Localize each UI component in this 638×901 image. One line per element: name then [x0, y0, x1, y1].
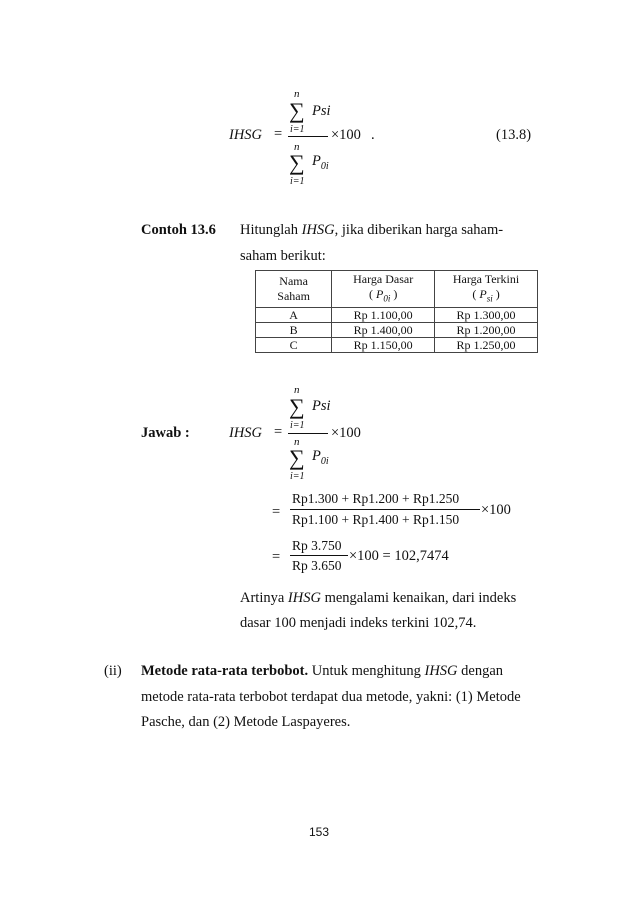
- cell-name: A: [256, 308, 332, 323]
- sum-upper-limit: n: [294, 436, 300, 448]
- section-ii-line-1: [141, 663, 533, 680]
- example-label: Contoh 13.6: [141, 222, 216, 238]
- equals-sign: =: [274, 126, 283, 142]
- times-hundred: ×100: [331, 425, 361, 441]
- sum-upper-limit: n: [294, 141, 300, 153]
- fraction-bar: [288, 136, 328, 137]
- sigma-icon: ∑: [289, 445, 305, 470]
- sigma-icon: ∑: [289, 98, 305, 123]
- section-ii-line-3: Pasche, dan (2) Metode Laspayeres.: [141, 714, 351, 730]
- step2-denominator: Rp 3.650: [292, 558, 342, 573]
- cell-harga-dasar: Rp 1.150,00: [332, 338, 435, 353]
- section-ihsg: IHSG: [424, 663, 458, 679]
- sum-lower-limit: i=1: [290, 420, 305, 431]
- formula-lhs: IHSG: [229, 425, 263, 441]
- example-text: , jika diberikan harga saham-: [334, 222, 504, 238]
- table-row: [256, 338, 538, 353]
- section-marker: (ii): [104, 663, 122, 679]
- cell-harga-terkini: Rp 1.300,00: [435, 308, 538, 323]
- numerator: Psi: [312, 103, 331, 119]
- fraction-bar: [288, 433, 328, 434]
- sum-lower-limit: i=1: [290, 124, 305, 135]
- conclusion-line-1: [240, 590, 532, 607]
- period: .: [371, 127, 375, 143]
- formula-lhs: IHSG: [229, 127, 263, 143]
- sum-upper-limit: n: [294, 384, 300, 396]
- step1-equals: =: [272, 504, 281, 520]
- step1-numerator: Rp1.300 + Rp1.200 + Rp1.250: [292, 491, 460, 506]
- sum-lower-limit: i=1: [290, 471, 305, 482]
- page-number: 153: [309, 825, 330, 839]
- table-row: [256, 308, 538, 323]
- sigma-icon: ∑: [289, 150, 305, 175]
- example-text: Hitunglah: [240, 222, 302, 238]
- sum-upper-limit: n: [294, 88, 300, 100]
- cell-harga-terkini: Rp 1.250,00: [435, 338, 538, 353]
- section-text: dengan: [457, 663, 504, 679]
- section-ii-line-2: metode rata-rata terbobot terdapat dua metode, yakni: (1) Metode: [141, 689, 521, 705]
- sum-lower-limit: i=1: [290, 176, 305, 187]
- answer-label: Jawab :: [141, 425, 190, 441]
- step2-result: ×100 = 102,7474: [349, 548, 449, 564]
- equation-label: (13.8): [496, 127, 532, 143]
- times-hundred: ×100: [331, 127, 361, 143]
- example-line-2: saham berikut:: [240, 248, 326, 264]
- fraction-bar: [290, 509, 480, 510]
- step2-numerator: Rp 3.750: [292, 538, 342, 553]
- example-line-1: [240, 222, 532, 239]
- header-harga-dasar: Harga Dasar ( $P_{0i}$ ): [332, 271, 435, 308]
- conclusion-text: mengalami kenaikan, dari indeks: [320, 590, 517, 606]
- stock-price-table: [255, 270, 538, 353]
- header-nama-saham: Nama Saham: [256, 271, 332, 308]
- section-title: Metode rata-rata terbobot.: [141, 663, 309, 679]
- sigma-icon: ∑: [289, 394, 305, 419]
- table-row: [256, 323, 538, 338]
- numerator: Psi: [312, 398, 331, 414]
- table-header-row: [256, 271, 538, 308]
- example-ihsg: IHSG: [301, 222, 335, 238]
- header-harga-terkini: Harga Terkini ( $P_{si}$ ): [435, 271, 538, 308]
- cell-harga-dasar: Rp 1.100,00: [332, 308, 435, 323]
- denominator: $P_{0i}$: [312, 153, 329, 172]
- cell-name: C: [256, 338, 332, 353]
- fraction-bar: [290, 555, 348, 556]
- step1-denominator: Rp1.100 + Rp1.400 + Rp1.150: [292, 512, 460, 527]
- step1-times: ×100: [481, 502, 511, 518]
- cell-harga-dasar: Rp 1.400,00: [332, 323, 435, 338]
- cell-harga-terkini: Rp 1.200,00: [435, 323, 538, 338]
- conclusion-ihsg: IHSG: [287, 590, 321, 606]
- conclusion-line-2: dasar 100 menjadi indeks terkini 102,74.: [240, 615, 477, 631]
- conclusion-text: Artinya: [240, 590, 288, 606]
- step2-equals: =: [272, 549, 281, 565]
- section-text: Untuk menghitung: [308, 663, 425, 679]
- equals-sign: =: [274, 424, 283, 440]
- cell-name: B: [256, 323, 332, 338]
- denominator: $P_{0i}$: [312, 448, 329, 467]
